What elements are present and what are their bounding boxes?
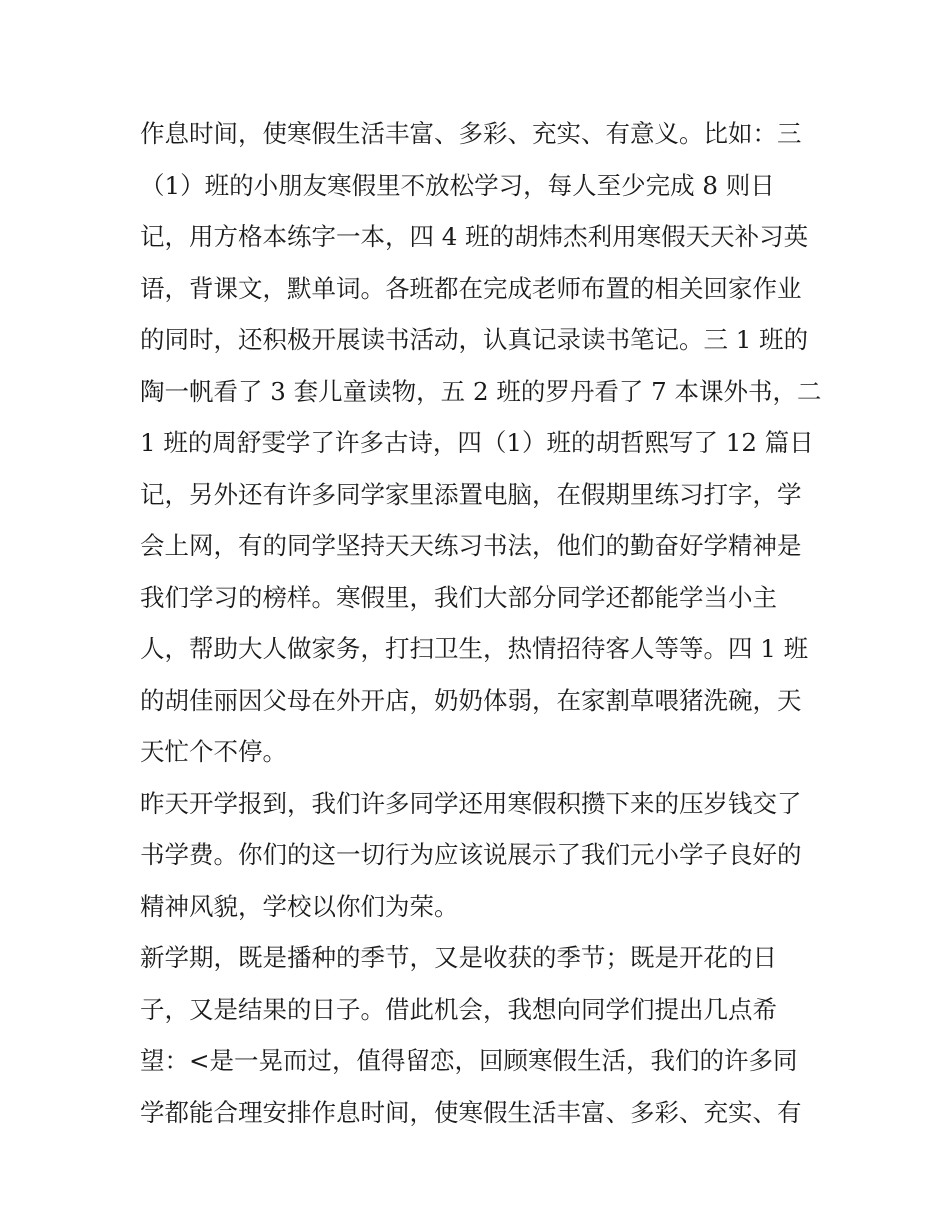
text-line: 会上网，有的同学坚持天天练习书法，他们的勤奋好学精神是 <box>140 531 802 560</box>
text-line: 记，用方格本练字一本，四 4 班的胡炜杰利用寒假天天补习英 <box>140 222 809 251</box>
text-line: 望：<是一晃而过，值得留恋，回顾寒假生活，我们的许多同 <box>140 1046 798 1075</box>
text-line: 学都能合理安排作息时间，使寒假生活丰富、多彩、充实、有 <box>140 1097 802 1127</box>
text-line: 精神风貌，学校以你们为荣。 <box>140 891 459 921</box>
text-line: 我们学习的榜样。寒假里，我们大部分同学还都能学当小主 <box>140 582 777 612</box>
body-text <box>140 108 822 1138</box>
text-line: 语，背课文，默单词。各班都在完成老师布置的相关回家作业 <box>140 273 802 303</box>
text-line: 记，另外还有许多同学家里添置电脑，在假期里练习打字，学 <box>140 479 802 509</box>
text-line: 新学期，既是播种的季节，又是收获的季节；既是开花的日 <box>140 943 777 972</box>
text-line: 作息时间，使寒假生活丰富、多彩、充实、有意义。比如：三 <box>140 119 802 148</box>
text-line: 子，又是结果的日子。借此机会，我想向同学们提出几点希 <box>140 994 777 1024</box>
text-line: 天忙个不停。 <box>140 737 287 766</box>
text-line: 书学费。你们的这一切行为应该说展示了我们元小学子良好的 <box>140 840 802 869</box>
text-line: 昨天开学报到，我们许多同学还用寒假积攒下来的压岁钱交了 <box>140 788 802 818</box>
text-line: 的胡佳丽因父母在外开店，奶奶体弱，在家割草喂猪洗碗，天 <box>140 685 802 715</box>
text-line: （1）班的小朋友寒假里不放松学习，每人至少完成 8 则日 <box>140 170 775 200</box>
text-line: 1 班的周舒雯学了许多古诗，四（1）班的胡哲熙写了 12 篇日 <box>140 428 814 457</box>
text-line: 的同时，还积极开展读书活动，认真记录读书笔记。三 1 班的 <box>140 325 809 354</box>
text-line: 人，帮助大人做家务，打扫卫生，热情招待客人等等。四 1 班 <box>140 634 809 663</box>
text-line: 陶一帆看了 3 套儿童读物，五 2 班的罗丹看了 7 本课外书，二 <box>140 376 822 406</box>
